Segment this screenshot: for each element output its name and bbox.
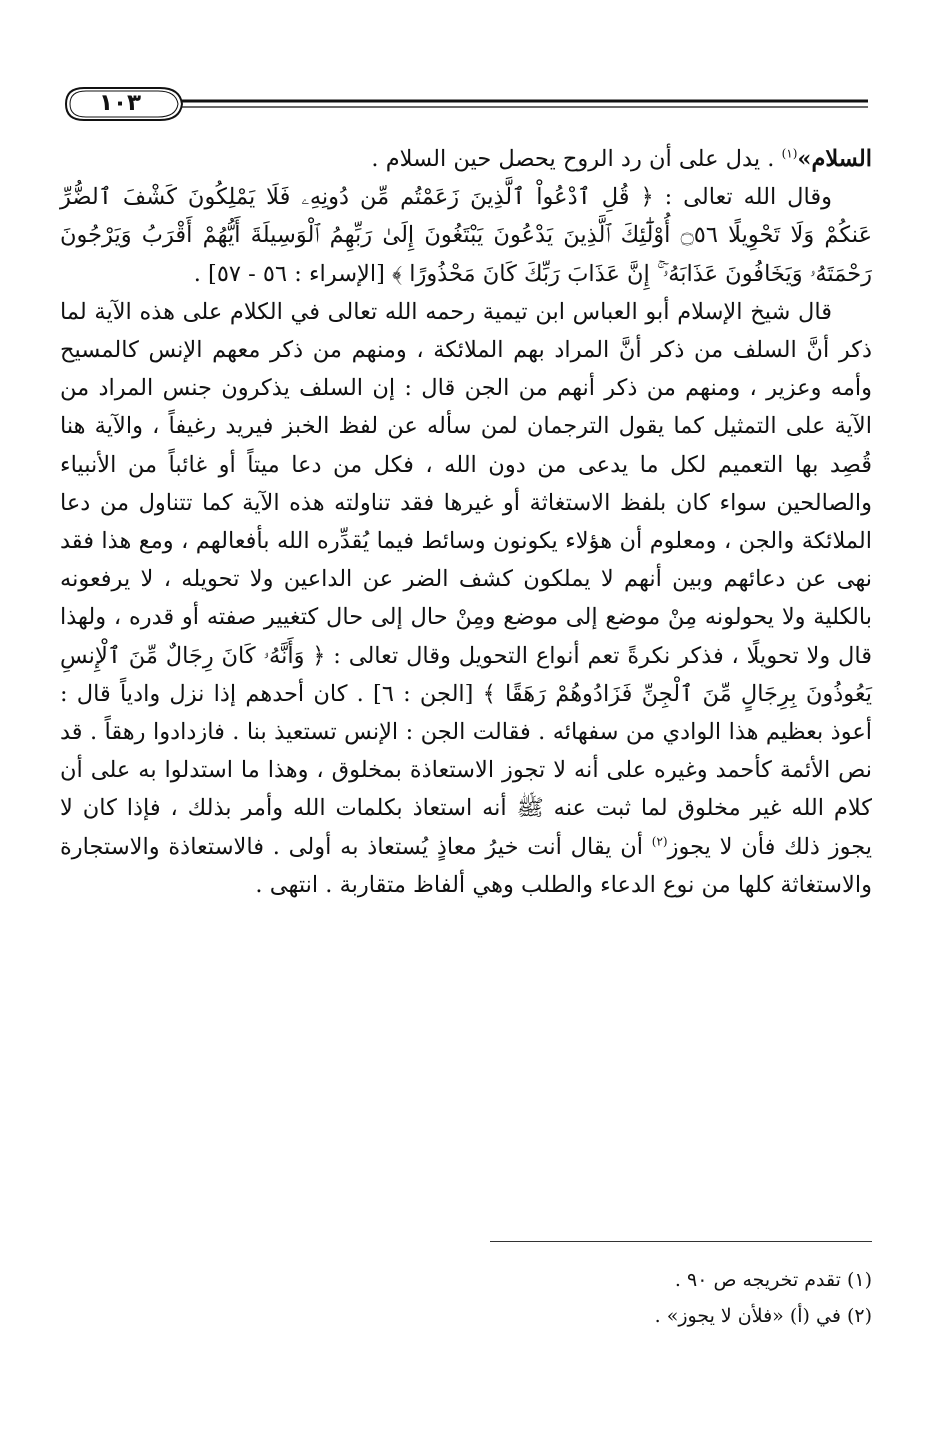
continuation-text: . يدل على أن رد الروح يحصل حين السلام . [371,146,782,172]
paragraph-quran-citation [60,178,872,293]
commentary-text-a: قال شيخ الإسلام أبو العباس ابن تيمية رحمه الله تعالى في الكلام على هذه الآية لما ذكر أنَّ السلف من ذكر أنَّ المراد بهم الملائكة ، ومنهم من ذكر معهم الإنس كالمسيح وأمه وعزير ، ومنهم من ذكر أنهم من الجن قال : إن السلف يذكرون جنس المراد من الآية على التمثيل كما يقول الترجمان لمن سأله عن لفظ الخبز فيريد رغيفاً ، والآية هنا قُصِد بها التعميم لكل ما يدعى من دون الله ، فكل من دعا ميتاً أو غائباً من الأنبياء والصالحين سواء كان بلفظ الاستغاثة أو غيرها فقد تناولته هذه الآية كما تتناول من دعا الملائكة والجن ، ومعلوم أن هؤلاء يكونون وسائط فيما يُقدِّره الله بأفعالهم ، ومع هذا فقد نهى عن دعائهم وبين أنهم لا يملكون كشف الضر عن الداعين ولا تحويله ، لا يرفعونه بالكلية ولا يحولونه مِنْ موضع إلى موضع ومِنْ حال إلى حال كتغيير صفته أو قدره ، ولهذا قال ولا تحويلًا ، فذكر نكرةً تعم أنواع التحويل وقال تعالى : [60,298,872,669]
page-header [60,82,872,126]
verse-intro: وقال الله تعالى : [653,184,833,211]
footnote-2: (٢) في (أ) «فلأن لا يجوز» . [654,1305,872,1327]
page-number: ١٠٣ [98,90,142,116]
footnotes [400,1262,872,1334]
footnote-divider [490,1241,872,1242]
quran-verse-isra: ﴿ قُلِ ٱدْعُواْ ٱلَّذِينَ زَعَمْتُم مِّن دُونِهِۦ فَلَا يَمْلِكُونَ كَشْفَ ٱلضُّرِّ عَنكُمْ وَلَا تَحْوِيلًا ۝٥٦ أُوْلَٰٓئِكَ ٱلَّذِينَ يَدْعُونَ يَبْتَغُونَ إِلَىٰ رَبِّهِمُ ٱلْوَسِيلَةَ أَيُّهُمْ أَقْرَبُ وَيَرْجُونَ رَحْمَتَهُۥ وَيَخَافُونَ عَذَابَهُۥٓ ۚ إِنَّ عَذَابَ رَبِّكَ كَانَ مَحْذُورًا ﴾ [60,184,872,287]
quote-end-text: السلام» [797,146,872,172]
paragraph-ibn-taymiyyah [60,293,872,904]
footnote-marker-2: (٢) [651,834,668,849]
paragraph-continuation [60,140,872,178]
footnote-1: (١) تقدم تخريجه ص ٩٠ . [674,1269,872,1291]
verse-reference: [الإسراء : ٥٦ - ٥٧] . [193,260,393,287]
commentary-text-c: أن يقال أنت خيرُ معاذٍ يُستعاذ به أولى . فالاستعاذة والاستجارة والاستغاثة كلها من نوع الدعاء والطلب وهي ألفاظ متقاربة . انتهى . [60,833,872,898]
main-text [60,140,872,904]
quran-verse-jinn: ﴿ وَأَنَّهُۥ كَانَ رِجَالٌ مِّنَ ٱلْإِنسِ يَعُوذُونَ بِرِجَالٍ مِّنَ ٱلْجِنِّ فَزَادُوهُمْ رَهَقًا ﴾ [60,642,872,707]
commentary-text-b: [الجن : ٦] . كان أحدهم إذا نزل وادياً قال : أعوذ بعظيم هذا الوادي من سفهائه . فقالت الجن : الإنس تستعيذ بنا . فازدادوا رهقاً . قد نص الأئمة كأحمد وغيره على أنه لا تجوز الاستعاذة بمخلوق ، وهذا ما استدلوا به على أن كلام الله غير مخلوق لما ثبت عنه ﷺ أنه استعاذ بكلمات الله وأمر بذلك ، فإذا كان لا يجوز ذلك فأن لا يجوز [60,680,872,860]
header-ornament [60,82,872,126]
footnote-marker-1: (١) [781,146,798,161]
